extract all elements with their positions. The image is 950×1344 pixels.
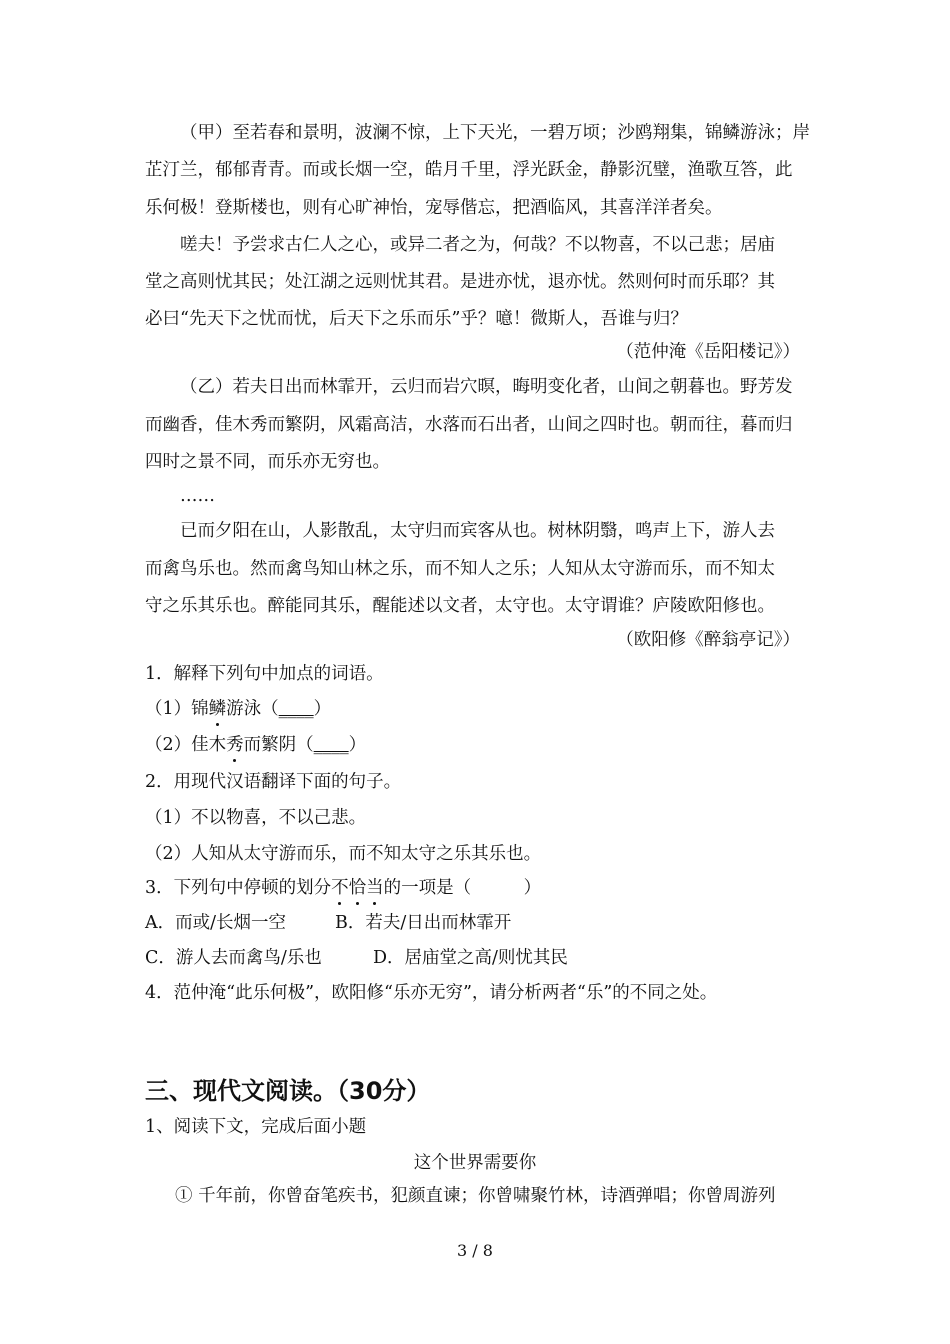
text-line: 堂之高则忧其民；处江湖之远则忧其君。是进亦忧，退亦忧。然则何时而乐耶？其	[145, 272, 775, 292]
question-item: （1）不以物喜，不以己悲。	[145, 808, 367, 828]
option-d[interactable]: D．居庙堂之高/则忧其民	[373, 948, 568, 968]
answer-blank[interactable]: ____	[278, 699, 314, 719]
text-line: ① 千年前，你曾奋笔疾书，犯颜直谏；你曾啸聚竹林，诗酒弹唱；你曾周游列	[175, 1186, 776, 1206]
question-stem	[145, 876, 541, 900]
text-line: 四时之景不同，而乐亦无穷也。	[145, 452, 390, 472]
source-citation: （欧阳修《醉翁亭记》）	[616, 630, 800, 650]
text-line: 嗟夫！予尝求古仁人之心，或异二者之为，何哉？不以物喜，不以己悲；居庙	[180, 235, 775, 255]
dotted-word: 秀	[226, 735, 244, 755]
text-line: （乙）若夫日出而林霏开，云归而岩穴暝，晦明变化者，山间之朝暮也。野芳发	[180, 377, 793, 397]
option-a[interactable]: A．而或/长烟一空	[145, 913, 287, 933]
page-number: 3 / 8	[457, 1241, 493, 1260]
text-line: （甲）至若春和景明，波澜不惊，上下天光，一碧万顷；沙鸥翔集，锦鳞游泳；岸	[180, 123, 810, 143]
text-line: 乐何极！登斯楼也，则有心旷神怡，宠辱偕忘，把酒临风，其喜洋洋者矣。	[145, 198, 723, 218]
item-text: ）	[348, 735, 367, 755]
question-stem: 1．解释下列句中加点的词语。	[145, 664, 384, 684]
question-stem: 2．用现代汉语翻译下面的句子。	[145, 772, 402, 792]
text-line: 必曰“先天下之忧而忧，后天下之乐而乐”乎？噫！微斯人，吾谁与归？	[145, 309, 688, 329]
section-instruction: 1、阅读下文，完成后面小题	[145, 1117, 367, 1137]
stem-text: 的一项是（ ）	[383, 878, 542, 898]
stem-text: 3．下列句中停顿的划分	[145, 878, 332, 898]
source-citation: （范仲淹《岳阳楼记》）	[616, 342, 800, 362]
item-text: （2）佳木	[145, 735, 227, 755]
question-item: （2）人知从太守游而乐，而不知太守之乐其乐也。	[145, 844, 542, 864]
dotted-word: 鳞	[208, 699, 227, 719]
question-item	[145, 733, 366, 757]
question-4: 4．范仲淹“此乐何极”，欧阳修“乐亦无穷”，请分析两者“乐”的不同之处。	[145, 983, 718, 1003]
text-line: 守之乐其乐也。醉能同其乐，醒能述以文者，太守也。太守谓谁？庐陵欧阳修也。	[145, 596, 775, 616]
ellipsis: ……	[180, 486, 215, 506]
option-b[interactable]: B．若夫/日出而林霏开	[335, 913, 512, 933]
question-item	[145, 697, 331, 721]
article-title: 这个世界需要你	[413, 1153, 537, 1173]
text-line: 已而夕阳在山，人影散乱，太守归而宾客从也。树林阴翳，鸣声上下，游人去	[180, 521, 775, 541]
option-c[interactable]: C．游人去而禽鸟/乐也	[145, 948, 322, 968]
text-line: 而禽鸟乐也。然而禽鸟知山林之乐，而不知人之乐；人知从太守游而乐，而不知太	[145, 559, 775, 579]
text-line: 芷汀兰，郁郁青青。而或长烟一空，皓月千里，浮光跃金，静影沉璧，渔歌互答，此	[145, 160, 793, 180]
item-text: ）	[313, 699, 332, 719]
dotted-word: 恰	[348, 878, 367, 898]
section-heading: 三、现代文阅读。（30分）	[145, 1077, 431, 1105]
item-text: 游泳（	[226, 699, 279, 719]
dotted-word: 不	[331, 878, 349, 898]
text-line: 而幽香，佳木秀而繁阴，风霜高洁，水落而石出者，山间之四时也。朝而往，暮而归	[145, 415, 793, 435]
dotted-word: 当	[366, 878, 384, 898]
item-text: 而繁阴（	[243, 735, 314, 755]
item-text: （1）锦	[145, 699, 209, 719]
answer-blank[interactable]: ____	[313, 735, 349, 755]
